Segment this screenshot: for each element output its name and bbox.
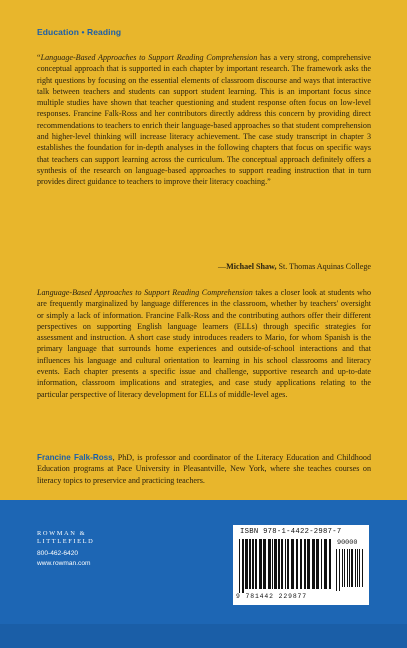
barcode-bar	[347, 549, 348, 587]
endorsement-text: has a very strong, comprehensive conceptual approach that is supported in each chapter by important research. The framework asks the right questions by focusing on the essential elements of classroom discourse and ways that interactive talk between teachers and students can support student learning. This is an important focus since multiple studies have shown that teacher questioning and student response often focus on low-level responses. Francine Falk-Ross and her contributors directly address this concern by providing direct recommendations to teachers to enrich their language-based approaches so that student comprehension and higher-level thinking will increase literacy achievement. The case study transcript in chapter 3 establishes the foundation for in-depth analyses in the following chapters that focus on specific ways that teachers can support learning across the curriculum. The conceptual approach definitely offers a synthesis of the research on language-based approaches to support reading instruction that in turn provides direct guidance to teachers to improve their literacy coaching.”	[37, 53, 371, 187]
publisher-block	[37, 530, 94, 569]
book-description	[37, 287, 371, 400]
barcode-bar	[281, 539, 283, 589]
ean-barcode	[239, 539, 334, 593]
barcode-bar	[339, 549, 340, 591]
attribution-dash: —	[218, 262, 227, 271]
barcode-bar	[329, 539, 331, 589]
barcode-bar	[249, 539, 251, 589]
isbn-label: ISBN 978-1-4422-2987-7	[240, 528, 342, 536]
barcode-bar	[263, 539, 266, 589]
barcode-bar	[344, 549, 345, 587]
barcode-bar	[362, 549, 363, 587]
barcode-bar	[307, 539, 310, 589]
barcode-bar	[342, 549, 343, 587]
price-code: 90000	[337, 539, 358, 547]
price-barcode	[336, 549, 366, 591]
barcode-bar	[359, 549, 360, 587]
endorsement-attribution	[218, 262, 371, 271]
barcode-bar	[285, 539, 286, 589]
endorser-affiliation: St. Thomas Aquinas College	[276, 262, 371, 271]
description-title-italic: Language-Based Approaches to Support Reading Comprehension	[37, 288, 253, 297]
description-text: takes a closer look at students who are frequently marginalized by language differences in the classroom, whether by teachers' oversight or simply a lack of information. Francine Falk-Ross and the contributing authors offer their different perspectives on supporting English language learners (ELLs) through specific strategies for assessment and instruction. A short case study introduces readers to Mario, for whom Spanish is the primary language that surrounds home experiences and outside-of-school interactions and that influences his language and cultural orientation to learning in his school classrooms and literacy events. Each chapter presents a specific issue and challenge, supportive research and up-to-date information, classroom implications and strategies, and case study applications relating to the particular perspective of literacy development for ELLs of middle-level ages.	[37, 288, 371, 399]
barcode-bar	[324, 539, 327, 589]
barcode-bar	[316, 539, 319, 589]
barcode-digits: 9 781442 229877	[236, 593, 308, 600]
open-quote: “	[37, 53, 41, 62]
barcode-bar	[245, 539, 248, 589]
barcode-bar	[355, 549, 356, 587]
barcode-bar	[321, 539, 322, 589]
author-bio-text: , PhD, is professor and coordinator of the Literacy Education and Childhood Education programs at Pace University in Pleasantville, New York, where she teaches courses on literacy topics to preservice and practicing teachers.	[37, 453, 371, 485]
isbn-barcode-box	[233, 525, 369, 605]
author-name: Francine Falk-Ross	[37, 453, 113, 462]
barcode-bar	[259, 539, 262, 589]
endorsement-quote	[37, 52, 371, 188]
barcode-bar	[357, 549, 358, 587]
barcode-bar	[278, 539, 280, 589]
barcode-bar	[300, 539, 302, 589]
barcode-bar	[291, 539, 294, 589]
barcode-bar	[239, 539, 240, 593]
barcode-bar	[272, 539, 273, 589]
barcode-bar	[349, 549, 350, 587]
publisher-logo-line2: LITTLEFIELD	[37, 538, 95, 545]
barcode-bar	[274, 539, 277, 589]
author-bio	[37, 452, 371, 486]
category-label: Education • Reading	[37, 27, 122, 37]
publisher-phone: 800-462-6420	[37, 550, 79, 557]
barcode-bar	[287, 539, 289, 589]
barcode-bar	[336, 549, 337, 591]
barcode-bar	[351, 549, 353, 587]
barcode-bar	[312, 539, 315, 589]
barcode-bar	[268, 539, 271, 589]
barcode-bar	[304, 539, 306, 589]
barcode-bar	[242, 539, 244, 593]
barcode-bar	[255, 539, 257, 589]
endorser-name: Michael Shaw,	[226, 262, 277, 271]
barcode-bar	[296, 539, 298, 589]
book-title-italic: Language-Based Approaches to Support Reading Comprehension	[40, 53, 258, 62]
publisher-website: www.rowman.com	[37, 560, 91, 567]
publisher-logo-line1: ROWMAN &	[37, 530, 87, 537]
barcode-bar	[252, 539, 254, 589]
